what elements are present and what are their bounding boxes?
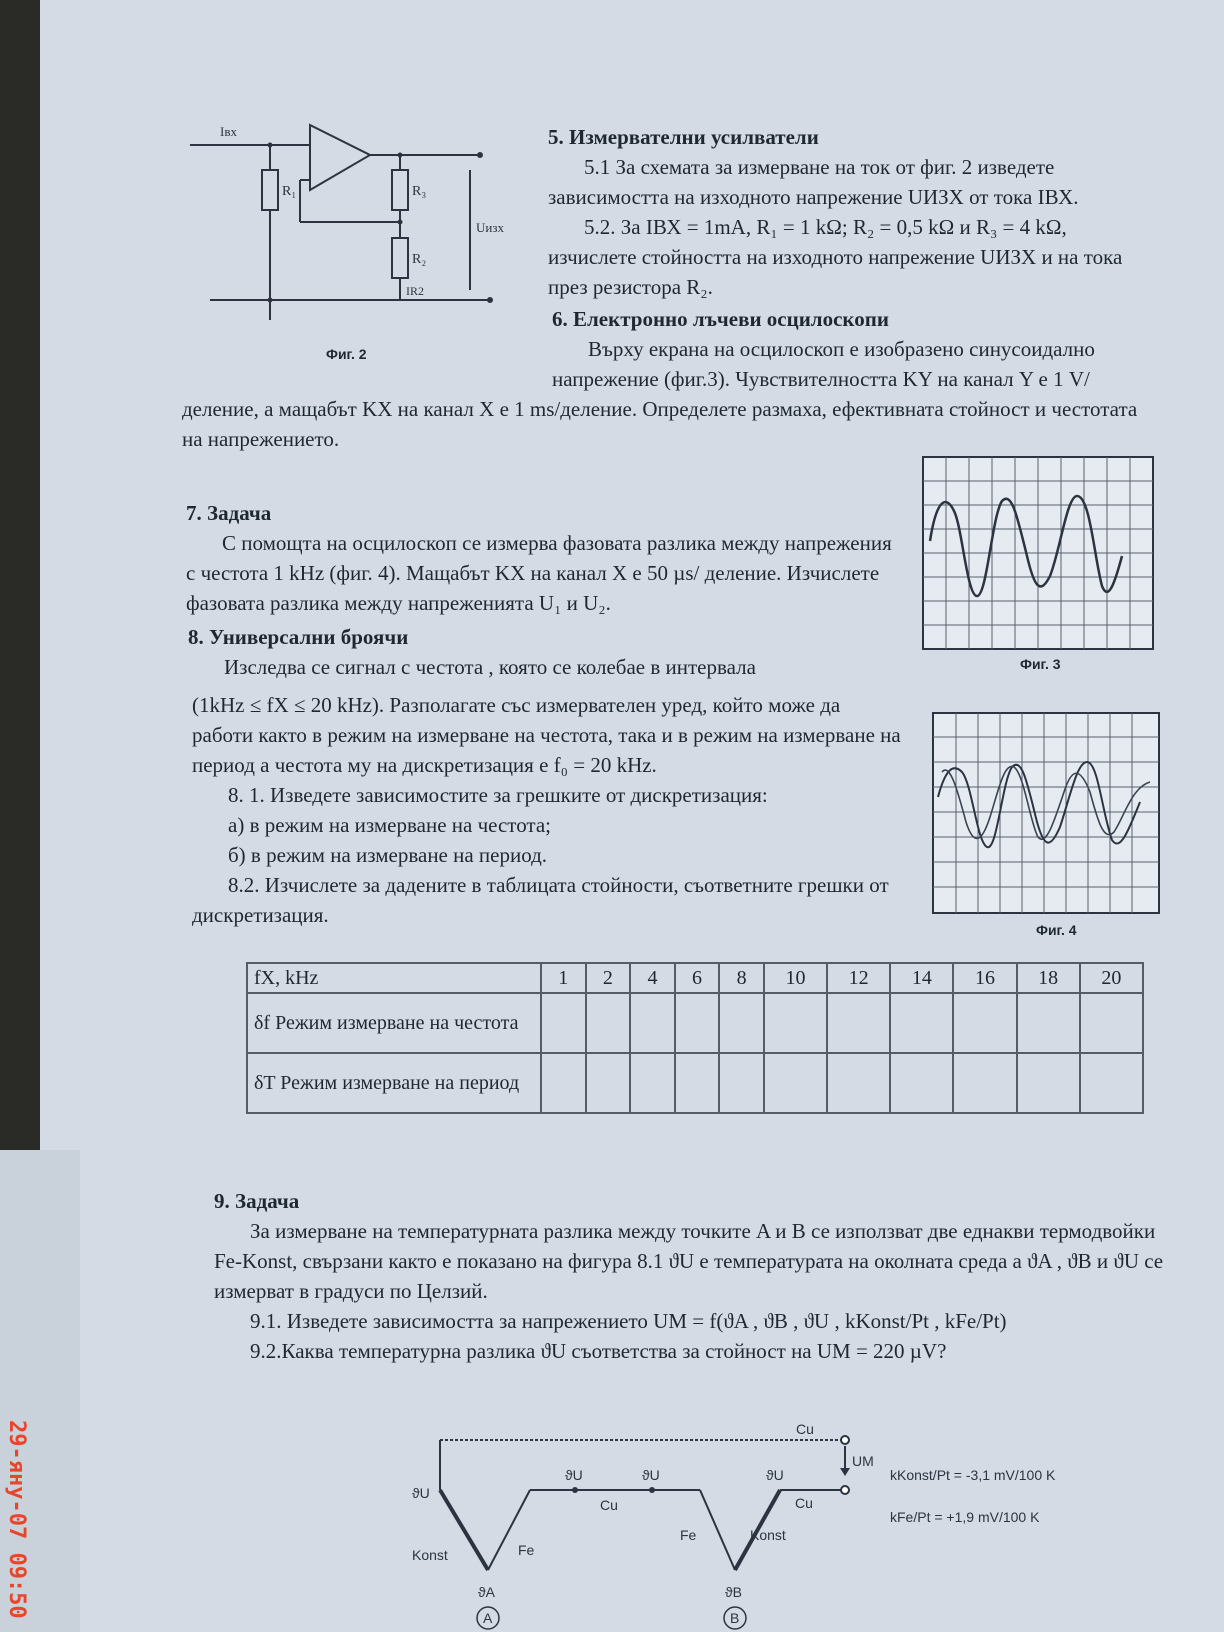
table-col-6: 6: [675, 963, 720, 993]
s8-p2: (1kHz ≤ fX ≤ 20 kHz). Разполагате със измервателен уред, който може да работи както в режим на измерване на честота, така и в режим на измерване на период а честота му на дискретизация е f₀ = 20 kHz.: [192, 693, 901, 777]
s5-p2: 5.2. За IВХ = 1mA, R₁ = 1 kΩ; R₂ = 0,5 kΩ и R₃ = 4 kΩ, изчислете стойността на изходното напрежение UИЗХ и на тока през резистора R₂.: [548, 215, 1123, 299]
table-col-12: 12: [827, 963, 890, 993]
table-cell: [719, 993, 764, 1053]
date-stamp: 29-яну-07 09:50: [4, 1420, 29, 1619]
table-cell: [953, 993, 1016, 1053]
table-row: [247, 1053, 1143, 1113]
s9-p2: 9.1. Изведете зависимостта за напрежението UM = f(ϑA , ϑB , ϑU , kKonst/Pt , kFe/Pt): [250, 1309, 1007, 1333]
label-r2: R₂: [412, 252, 427, 267]
label-tu-mid1: ϑU: [565, 1467, 583, 1483]
table-col-8: 8: [719, 963, 764, 993]
table-cell: [630, 993, 675, 1053]
label-fe-right: Fe: [680, 1527, 697, 1543]
table-cell: [953, 1053, 1016, 1113]
label-uizx: Uизх: [476, 220, 504, 235]
table-cell: [827, 993, 890, 1053]
table-col-1: 1: [541, 963, 586, 993]
table-cell: [586, 1053, 631, 1113]
table-col-10: 10: [764, 963, 827, 993]
label-ir2: IR2: [406, 284, 424, 298]
s9-p3: 9.2.Каква температурна разлика ϑU съответства за стойност на UM = 220 µV?: [250, 1339, 947, 1363]
fig4-caption: Фиг. 4: [1036, 922, 1077, 938]
table-col-18: 18: [1017, 963, 1080, 993]
label-ibx: Iвх: [220, 124, 237, 139]
table-col-2: 2: [586, 963, 631, 993]
label-a: A: [483, 1610, 493, 1626]
fig2-caption: Фиг. 2: [326, 346, 367, 362]
table-row-period-label: δT Режим измерване на период: [247, 1053, 541, 1113]
label-fe-left: Fe: [518, 1542, 535, 1558]
table-cell: [719, 1053, 764, 1113]
table-cell: [630, 1053, 675, 1113]
s8-title: 8. Универсални броячи: [188, 625, 409, 649]
s9-title: 9. Задача: [214, 1189, 300, 1213]
fig5-thermocouple: [400, 1400, 1140, 1632]
table-cell: [890, 993, 953, 1053]
s8-p6: 8.2. Изчислете за дадените в таблицата стойности, съответните грешки от дискретизация.: [192, 873, 889, 927]
label-tb: ϑB: [725, 1584, 742, 1600]
label-r3: R₃: [412, 184, 427, 199]
table-cell: [541, 993, 586, 1053]
fig3-caption: Фиг. 3: [1020, 656, 1061, 672]
label-r1: R₁: [282, 184, 297, 199]
s5-p1: 5.1 За схемата за измерване на ток от фиг. 2 изведете зависимостта на изходното напрежение UИЗХ от тока IВХ.: [548, 155, 1079, 209]
table-cell: [890, 1053, 953, 1113]
table-col-14: 14: [890, 963, 953, 993]
s8-p5: б) в режим на измерване на период.: [228, 843, 548, 867]
fig2-circuit: [190, 110, 530, 340]
s8-p1: Изследва се сигнал с честота , която се колебае в интервала: [224, 655, 756, 679]
label-b: B: [730, 1610, 740, 1626]
table-col-20: 20: [1080, 963, 1143, 993]
label-cu-top: Cu: [796, 1421, 814, 1437]
s5-title: 5. Измервателни усилватели: [548, 125, 819, 149]
table-cell: [541, 1053, 586, 1113]
s9-p1: За измерване на температурната разлика между точките A и B се използват две еднакви термодвойки Fe-Konst, свързани както е показано на фигура 8.1 ϑU е температурата на околната среда а ϑA , ϑB и ϑU се измерват в градуси по Целзий.: [214, 1219, 1164, 1303]
s8-p3: 8. 1. Изведете зависимостите за грешките от дискретизация:: [228, 783, 768, 807]
table-cell: [1017, 993, 1080, 1053]
label-cu-mid: Cu: [600, 1497, 618, 1513]
table-cell: [827, 1053, 890, 1113]
table-row-frequency-label: δf Режим измерване на честота: [247, 993, 541, 1053]
label-k-fe: kFe/Pt = +1,9 mV/100 K: [890, 1509, 1040, 1525]
table-header-fx: fX, kHz: [247, 963, 541, 993]
discretization-table: [246, 962, 1144, 1114]
label-konst-right: Konst: [750, 1527, 786, 1543]
label-um: UM: [852, 1453, 874, 1469]
table-col-4: 4: [630, 963, 675, 993]
table-cell: [764, 993, 827, 1053]
table-header-row: [247, 963, 1143, 993]
s7-p1: С помощта на осцилоскоп се измерва фазовата разлика между напрежения с честота 1 kHz (фиг. 4). Мащабът KX на канал X е 50 µs/ деление. Изчислете фазовата разлика между напреженията U₁ и U₂.: [186, 531, 892, 615]
label-tu-right: ϑU: [766, 1467, 784, 1483]
s7-title: 7. Задача: [186, 501, 272, 525]
label-cu-right: Cu: [795, 1495, 813, 1511]
table-cell: [1080, 993, 1143, 1053]
s6-p1: Върху екрана на осцилоскоп е изобразено синусоидално напрежение (фиг.3). Чувствителността KY на канал Y е 1 V/: [552, 337, 1095, 391]
table-cell: [1080, 1053, 1143, 1113]
table-cell: [675, 993, 720, 1053]
s6-p2: деление, а мащабът KX на канал X е 1 ms/деление. Определете размаха, ефективната стойност и честотата на напрежението.: [182, 397, 1138, 451]
s8-p4: а) в режим на измерване на честота;: [228, 813, 552, 837]
table-col-16: 16: [953, 963, 1016, 993]
label-tu-mid2: ϑU: [642, 1467, 660, 1483]
table-cell: [586, 993, 631, 1053]
label-konst-left: Konst: [412, 1547, 448, 1563]
table-cell: [675, 1053, 720, 1113]
table-cell: [1017, 1053, 1080, 1113]
fig4-oscillogram: [932, 712, 1160, 914]
table-cell: [764, 1053, 827, 1113]
s6-title: 6. Електронно лъчеви осцилоскопи: [552, 307, 889, 331]
fig3-oscillogram: [922, 456, 1154, 650]
table-row: [247, 993, 1143, 1053]
label-tu-left: ϑU: [412, 1485, 430, 1501]
label-ta: ϑA: [478, 1584, 495, 1600]
label-k-konst: kKonst/Pt = -3,1 mV/100 K: [890, 1467, 1056, 1483]
